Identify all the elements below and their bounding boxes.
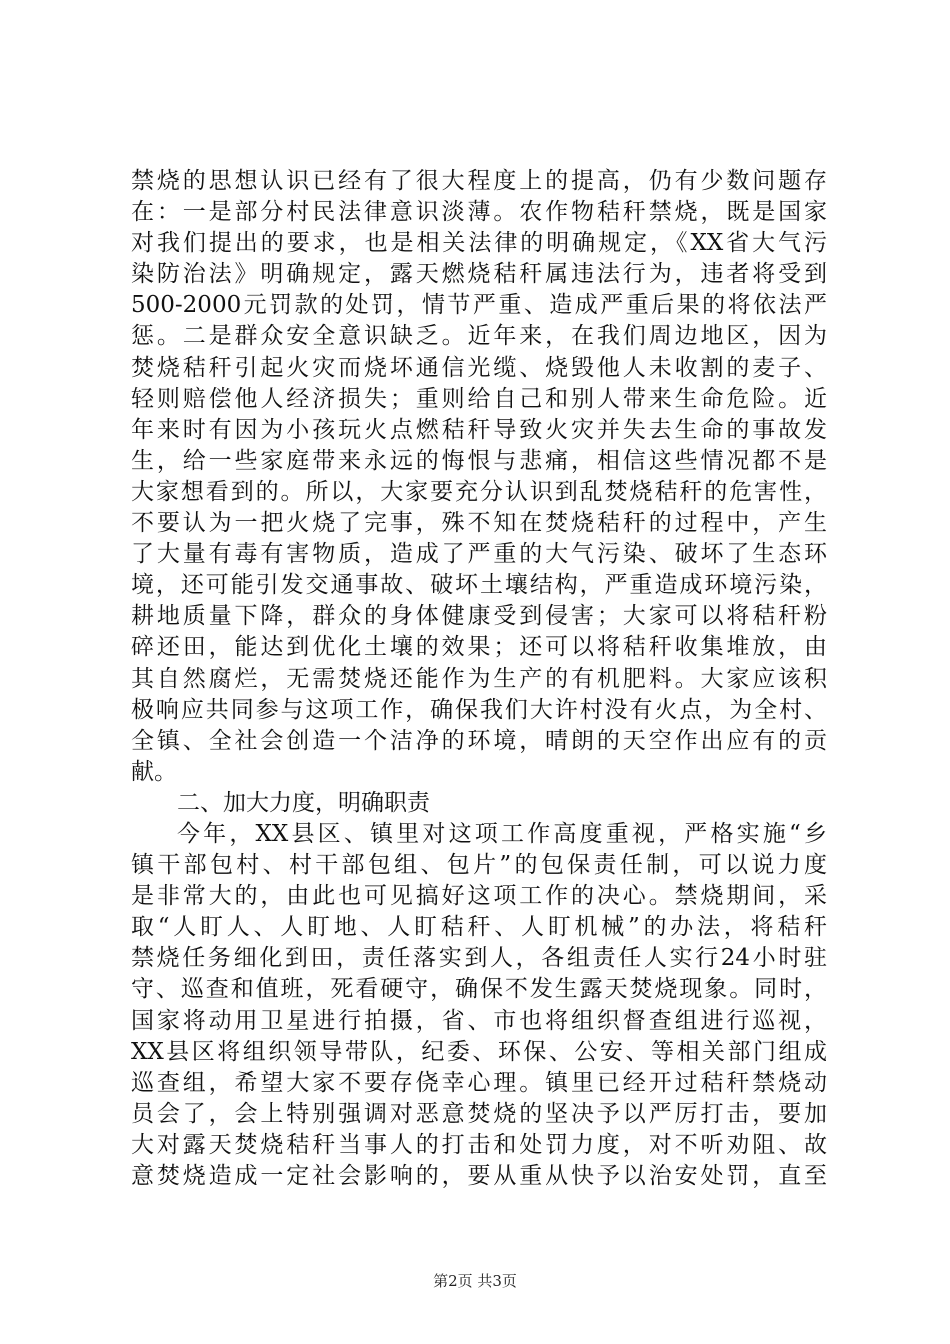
text-line: 不要认为一把火烧了完事，殊不知在焚烧秸秆的过程中，产生 [131, 510, 827, 537]
section-heading: 二、加大力度，明确职责 [177, 789, 430, 816]
text-line: 今年，XX县区、镇里对这项工作高度重视，严格实施“乡 [177, 820, 827, 847]
text-line: 献。 [131, 758, 177, 785]
text-line: 生，给一些家庭带来永远的悔恨与悲痛，相信这些情况都不是 [131, 447, 827, 474]
text-line: 守、巡查和值班，死看硬守，确保不发生露天焚烧现象。同时， [131, 976, 827, 1003]
text-line: 镇干部包村、村干部包组、包片”的包保责任制，可以说力度 [131, 852, 827, 879]
text-line: 染防治法》明确规定，露天燃烧秸秆属违法行为，违者将受到 [131, 261, 827, 288]
text-line: 禁烧的思想认识已经有了很大程度上的提高，仍有少数问题存 [131, 168, 827, 194]
text-line: 巡查组，希望大家不要存侥幸心理。镇里已经开过秸秆禁烧动 [131, 1069, 827, 1096]
text-line: 其自然腐烂，无需焚烧还能作为生产的有机肥料。大家应该积 [131, 665, 827, 692]
text-line: 员会了，会上特别强调对恶意焚烧的坚决予以严厉打击，要加 [131, 1100, 827, 1127]
text-line: 了大量有毒有害物质，造成了严重的大气污染、破坏了生态环 [131, 541, 827, 568]
text-line: 意焚烧造成一定社会影响的，要从重从快予以治安处罚，直至 [131, 1163, 827, 1189]
text-line: 对我们提出的要求，也是相关法律的明确规定，《XX省大气污 [131, 230, 827, 257]
text-line: 焚烧秸秆引起火灾而烧坏通信光缆、烧毁他人未收割的麦子、 [131, 354, 827, 381]
text-line: 境，还可能引发交通事故、破坏土壤结构，严重造成环境污染， [131, 572, 827, 599]
text-line: 大家想看到的。所以，大家要充分认识到乱焚烧秸秆的危害性， [131, 478, 827, 505]
document-body [131, 166, 827, 1192]
text-line: 取“人盯人、人盯地、人盯秸秆、人盯机械”的办法，将秸秆 [131, 914, 827, 941]
text-line: 在：一是部分村民法律意识淡薄。农作物秸秆禁烧，既是国家 [131, 199, 827, 226]
text-line: 极响应共同参与这项工作，确保我们大许村没有火点，为全村、 [131, 696, 827, 723]
text-line: XX县区将组织领导带队，纪委、环保、公安、等相关部门组成 [131, 1038, 827, 1065]
text-line: 碎还田，能达到优化土壤的效果；还可以将秸秆收集堆放，由 [131, 634, 827, 661]
text-line: 惩。二是群众安全意识缺乏。近年来，在我们周边地区，因为 [131, 323, 827, 350]
text-line: 国家将动用卫星进行拍摄，省、市也将组织督查组进行巡视， [131, 1007, 827, 1034]
text-line: 500-2000元罚款的处罚，情节严重、造成严重后果的将依法严 [131, 292, 827, 319]
text-line: 禁烧任务细化到田，责任落实到人，各组责任人实行24小时驻 [131, 945, 827, 972]
text-line: 耕地质量下降，群众的身体健康受到侵害；大家可以将秸秆粉 [131, 603, 827, 630]
page-number-footer: 第2页 共3页 [433, 1272, 517, 1290]
text-line: 轻则赔偿他人经济损失；重则给自己和别人带来生命危险。近 [131, 385, 827, 412]
text-line: 是非常大的，由此也可见搞好这项工作的决心。禁烧期间，采 [131, 883, 827, 910]
text-line: 全镇、全社会创造一个洁净的环境，晴朗的天空作出应有的贡 [131, 727, 827, 754]
text-line: 大对露天焚烧秸秆当事人的打击和处罚力度，对不听劝阻、故 [131, 1131, 827, 1158]
text-line: 年来时有因为小孩玩火点燃秸秆导致火灾并失去生命的事故发 [131, 416, 827, 443]
